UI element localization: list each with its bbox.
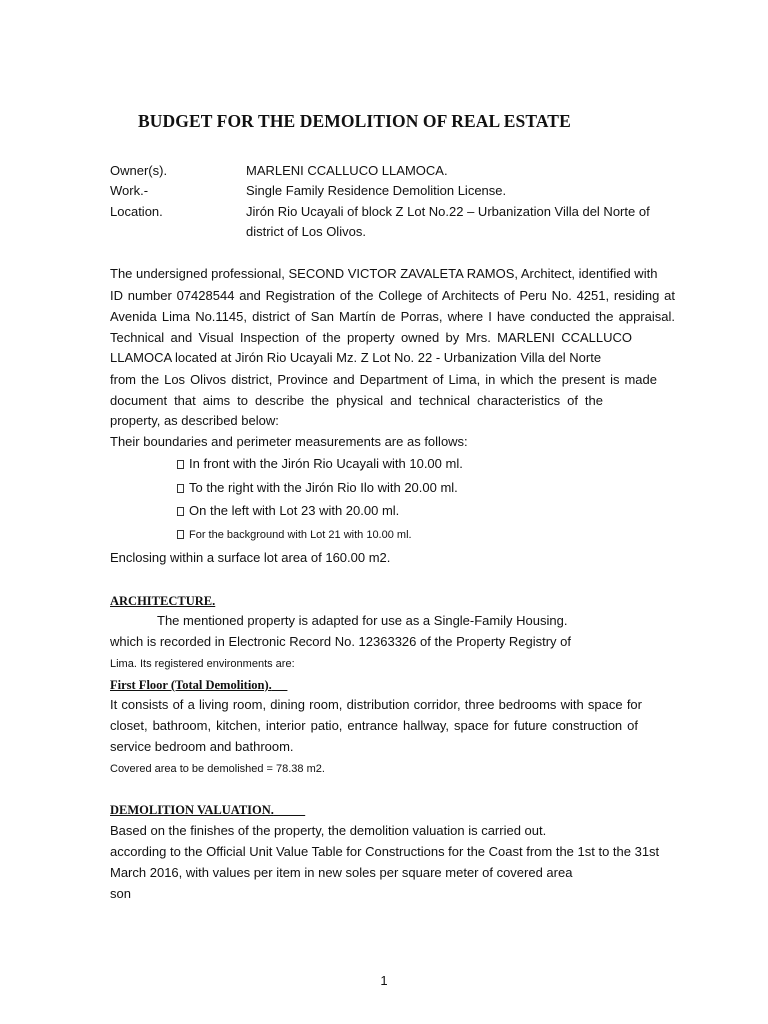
architecture-heading: ARCHITECTURE. (110, 594, 216, 608)
owner-value: MARLENI CCALLUCO LLAMOCA. (246, 163, 448, 178)
valuation-line: March 2016, with values per item in new soles per square meter of covered area (110, 865, 573, 880)
work-value: Single Family Residence Demolition License. (246, 183, 507, 198)
first-floor-line: service bedroom and bathroom. (110, 739, 294, 754)
first-floor-heading (110, 677, 287, 693)
location-value: Jirón Rio Ucayali of block Z Lot No.22 – Urbanization Villa del Norte of (246, 204, 650, 219)
valuation-line: Based on the finishes of the property, the demolition valuation is carried out. (110, 823, 547, 838)
covered-area: Covered area to be demolished = 78.38 m2. (110, 763, 325, 775)
intro-line: ID number 07428544 and Registration of the College of Architects of Peru No. 4251, residing at (110, 288, 675, 303)
work-label: Work.- (110, 183, 149, 198)
valuation-heading-text: DEMOLITION VALUATION. (110, 803, 274, 817)
location-label: Location. (110, 204, 163, 219)
architecture-line: The mentioned property is adapted for use as a Single-Family Housing. (157, 613, 568, 628)
intro-line: from the Los Olivos district, Province and Department of Lima, in which the present is made (110, 372, 657, 387)
owner-label: Owner(s). (110, 163, 168, 178)
intro-line: LLAMOCA located at Jirón Rio Ucayali Mz. Z Lot No. 22 - Urbanization Villa del Norte (110, 350, 602, 365)
valuation-line: according to the Official Unit Value Table for Constructions for the Coast from the 1st to the 31st (110, 844, 660, 859)
intro-line: property, as described below: (110, 413, 279, 428)
enclosing-text: Enclosing within a surface lot area of 160.00 m2. (110, 550, 391, 565)
first-floor-line: closet, bathroom, kitchen, interior patio, entrance hallway, space for future construction of (110, 718, 638, 733)
valuation-line: son (110, 886, 131, 901)
architecture-line: Lima. Its registered environments are: (110, 658, 295, 670)
checkbox-glyph-icon (177, 484, 184, 493)
first-floor-heading-text: First Floor (Total Demolition). (110, 678, 272, 692)
checkbox-glyph-icon (177, 507, 184, 516)
boundary-text: In front with the Jirón Rio Ucayali with 10.00 ml. (189, 456, 463, 471)
valuation-heading (110, 802, 305, 818)
boundary-item (177, 527, 412, 543)
boundary-item (177, 480, 458, 496)
boundary-text: For the background with Lot 21 with 10.00 ml. (189, 529, 412, 541)
document-title: BUDGET FOR THE DEMOLITION OF REAL ESTATE (138, 111, 571, 131)
boundary-text: On the left with Lot 23 with 20.00 ml. (189, 503, 400, 518)
architecture-line: which is recorded in Electronic Record No. 12363326 of the Property Registry of (110, 634, 572, 649)
boundary-item (177, 456, 463, 472)
boundary-item (177, 503, 399, 519)
location-value-cont: district of Los Olivos. (246, 224, 366, 239)
checkbox-glyph-icon (177, 530, 184, 539)
intro-line: Technical and Visual Inspection of the property owned by Mrs. MARLENI CCALLUCO (110, 330, 632, 345)
intro-line: The undersigned professional, SECOND VICTOR ZAVALETA RAMOS, Architect, identified with (110, 266, 658, 281)
intro-line: Avenida Lima No.1145, district of San Martín de Porras, where I have conducted the appraisal. (110, 309, 675, 324)
page-number: 1 (380, 973, 388, 988)
intro-line: Their boundaries and perimeter measurements are as follows: (110, 434, 468, 449)
boundary-text: To the right with the Jirón Rio Ilo with 20.00 ml. (189, 480, 458, 495)
first-floor-line: It consists of a living room, dining room, distribution corridor, three bedrooms with space for (110, 697, 642, 712)
intro-line: document that aims to describe the physical and technical characteristics of the (110, 393, 603, 408)
checkbox-glyph-icon (177, 460, 184, 469)
